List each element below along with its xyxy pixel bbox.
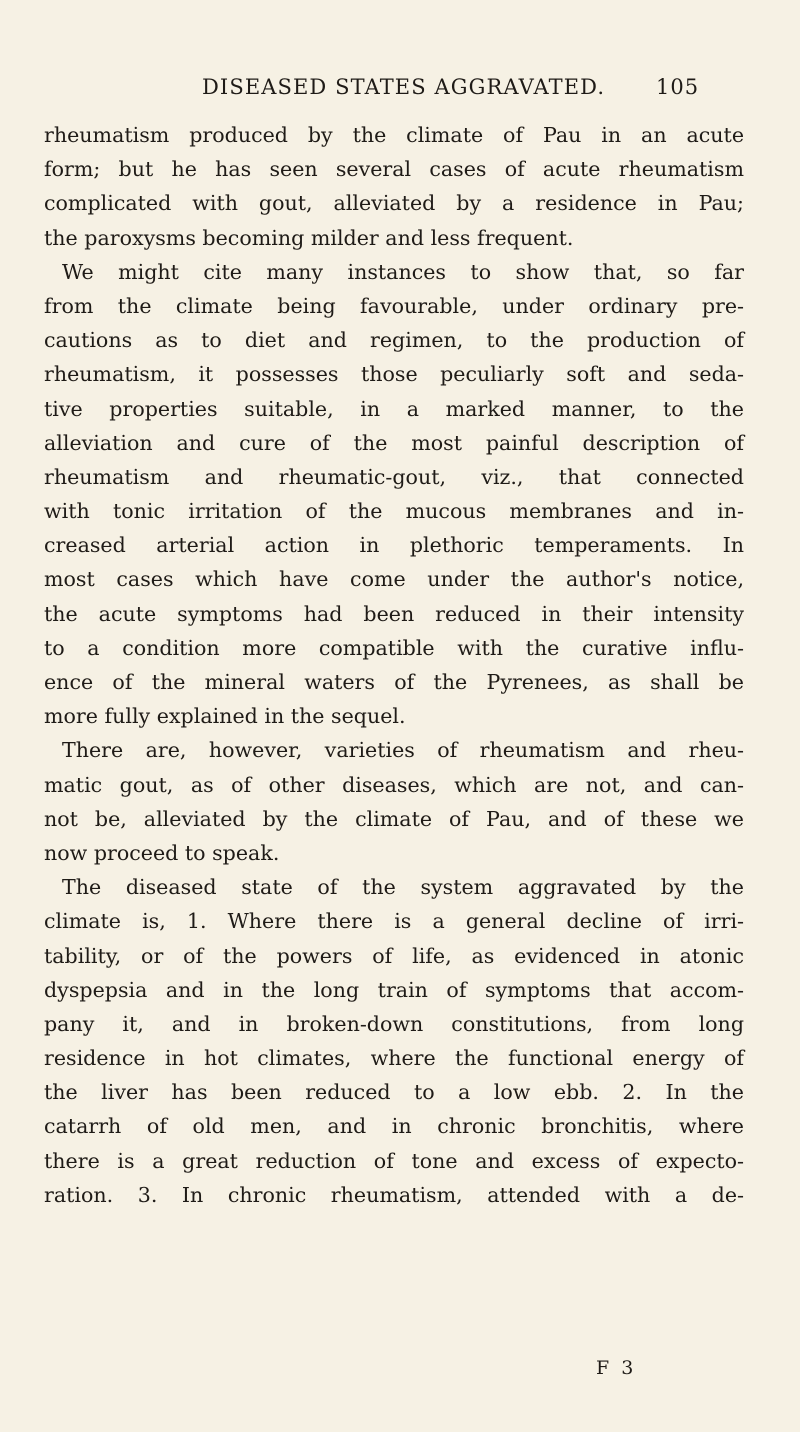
text-line: residence in hot climates, where the functional energy of (44, 1046, 744, 1071)
text-line: the acute symptoms had been reduced in their intensity (44, 601, 744, 626)
text-line: ence of the mineral waters of the Pyrenees, as shall be (44, 670, 744, 694)
page-header (0, 72, 800, 112)
text-line: now proceed to speak. (44, 840, 280, 865)
text-line: creased arterial action in plethoric temperaments. In (44, 533, 744, 558)
text-line: matic gout, as of other diseases, which are not, and can- (44, 772, 744, 797)
text-line: alleviation and cure of the most painful description of (44, 430, 744, 455)
text-line: cautions as to diet and regimen, to the production of (44, 328, 744, 353)
text-line: tive properties suitable, in a marked manner, to the (44, 396, 744, 421)
text-line: climate is, 1. Where there is a general decline of irri- (44, 909, 744, 934)
text-line: the paroxysms becoming milder and less frequent. (44, 225, 574, 250)
text-line: ration. 3. In chronic rheumatism, attended with a de- (44, 1182, 744, 1207)
text-line: most cases which have come under the author's notice, (44, 567, 744, 592)
running-title: DISEASED STATES AGGRAVATED. (202, 75, 606, 99)
text-line: We might cite many instances to show that, so far (62, 259, 744, 284)
text-line: not be, alleviated by the climate of Pau, and of these we (44, 806, 744, 831)
text-line: rheumatism and rheumatic-gout, viz., that connected (44, 464, 744, 489)
text-line: rheumatism produced by the climate of Pau in an acute (44, 123, 744, 147)
text-line: with tonic irritation of the mucous membranes and in- (44, 499, 744, 524)
text-line: rheumatism, it possesses those peculiarly soft and seda- (44, 362, 744, 387)
text-line: There are, however, varieties of rheumatism and rheu- (62, 738, 744, 763)
text-line: from the climate being favourable, under ordinary pre- (44, 293, 744, 318)
text-line: catarrh of old men, and in chronic bronchitis, where (44, 1114, 744, 1139)
text-line: the liver has been reduced to a low ebb. 2. In the (44, 1080, 744, 1105)
text-line: complicated with gout, alleviated by a residence in Pau; (44, 191, 744, 216)
text-line: tability, or of the powers of life, as evidenced in atonic (44, 943, 744, 968)
text-line: there is a great reduction of tone and excess of expecto- (44, 1148, 744, 1173)
text-line: The diseased state of the system aggravated by the (62, 875, 744, 900)
body-text (44, 118, 744, 1212)
text-line: more fully explained in the sequel. (44, 704, 406, 729)
text-line: dyspepsia and in the long train of symptoms that accom- (44, 977, 744, 1002)
text-line: pany it, and in broken-down constitutions, from long (44, 1011, 744, 1036)
text-line: form; but he has seen several cases of acute rheumatism (44, 157, 744, 182)
text-line: to a condition more compatible with the curative influ- (44, 635, 744, 660)
signature-mark: F 3 (596, 1357, 637, 1379)
page-number: 105 (656, 75, 700, 99)
